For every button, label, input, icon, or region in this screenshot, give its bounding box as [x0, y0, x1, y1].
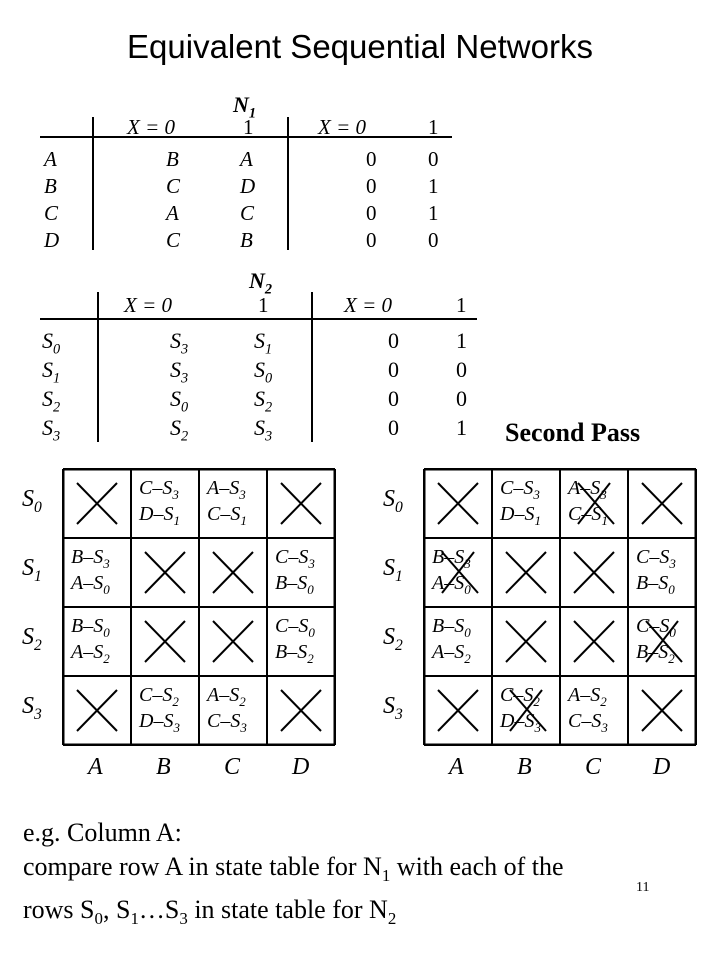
n1-header-x0: X = 0 — [127, 115, 175, 139]
n2-divider-right — [311, 292, 313, 442]
cell-implied-pair: $C-S_3$ — [636, 546, 676, 571]
cell-implied-pair: $A-S_0$ — [432, 572, 471, 597]
n2-header-1: 1 — [258, 293, 269, 317]
n2-state-label: $S_0$ — [42, 328, 61, 358]
cell-implied-pair: $C-S_3$ — [139, 477, 179, 502]
n1-next-x0: C — [166, 228, 181, 252]
n2-next-x1: $S_2$ — [254, 386, 273, 416]
cell-implied-pair: $B-S_2$ — [636, 641, 675, 666]
grid-column-label: C — [224, 754, 241, 780]
explanation-line-1: e.g. Column A: — [23, 818, 182, 847]
n1-out-x1: 1 — [428, 201, 439, 225]
n1-next-x0: C — [166, 174, 181, 198]
n2-out-x1: 0 — [456, 386, 467, 411]
cell-implied-pair: $B-S_0$ — [636, 572, 675, 597]
cell-implied-pair: $B-S_0$ — [71, 615, 110, 640]
n1-state-label: A — [44, 147, 57, 171]
n2-out-x1: 0 — [456, 357, 467, 382]
grid-column-label: C — [585, 754, 602, 780]
n1-next-x0: A — [166, 201, 179, 225]
n2-header-1-out: 1 — [456, 293, 467, 317]
grid-column-label: D — [292, 754, 310, 780]
n2-out-x0: 0 — [388, 386, 399, 411]
n1-state-label: B — [44, 174, 57, 198]
n1-out-x1: 1 — [428, 174, 439, 198]
cell-implied-pair: $B-S_0$ — [432, 615, 471, 640]
grid-column-label: D — [653, 754, 671, 780]
cell-implied-pair: $C-S_2$ — [500, 684, 540, 709]
cell-implied-pair: $A-S_2$ — [432, 641, 471, 666]
n2-state-label: $S_2$ — [42, 386, 61, 416]
n1-header-x0-out: X = 0 — [318, 115, 366, 139]
n1-next-x1: D — [240, 174, 256, 198]
n1-out-x1: 0 — [428, 228, 439, 252]
cell-implied-pair: $A-S_3$ — [207, 477, 246, 502]
n1-header-1-out: 1 — [428, 115, 439, 139]
n1-out-x1: 0 — [428, 147, 439, 171]
cell-implied-pair: $A-S_2$ — [568, 684, 607, 709]
n2-out-x0: 0 — [388, 357, 399, 382]
grid-lines — [62, 468, 336, 746]
n1-divider-left — [92, 117, 94, 250]
grid-column-label: B — [156, 754, 171, 780]
grid-row-label: $S_2$ — [383, 624, 403, 654]
n1-next-x1: C — [240, 201, 255, 225]
cell-implied-pair: $A-S_2$ — [207, 684, 246, 709]
grid-row-label: $S_2$ — [22, 624, 42, 654]
n1-out-x0: 0 — [366, 147, 377, 171]
n2-header-x0: X = 0 — [124, 293, 172, 317]
n1-out-x0: 0 — [366, 174, 377, 198]
cell-implied-pair: $C-S_3$ — [207, 710, 247, 735]
n1-state-label: D — [44, 228, 60, 252]
cell-implied-pair: $A-S_2$ — [71, 641, 110, 666]
n2-divider-left — [97, 292, 99, 442]
cell-implied-pair: $C-S_1$ — [568, 503, 608, 528]
grid-row-label: $S_3$ — [22, 693, 42, 723]
n1-divider-right — [287, 117, 289, 250]
n2-top-rule — [40, 318, 477, 320]
grid-column-label: A — [88, 754, 103, 780]
grid-row-label: $S_0$ — [22, 486, 42, 516]
page-title: Equivalent Sequential Networks — [127, 28, 593, 65]
n1-table-name: $N_1$ — [233, 92, 257, 122]
cell-implied-pair: $C-S_0$ — [636, 615, 676, 640]
cell-implied-pair: $A-S_0$ — [71, 572, 110, 597]
n2-next-x0: $S_3$ — [170, 357, 189, 387]
cell-implied-pair: $A-S_3$ — [568, 477, 607, 502]
n1-out-x0: 0 — [366, 228, 377, 252]
cell-implied-pair: $C-S_2$ — [139, 684, 179, 709]
cell-implied-pair: $D-S_3$ — [139, 710, 180, 735]
n2-state-label: $S_3$ — [42, 415, 61, 445]
slide-number: 11 — [636, 880, 650, 895]
n2-next-x1: $S_0$ — [254, 357, 273, 387]
n2-header-x0-out: X = 0 — [344, 293, 392, 317]
n1-next-x0: B — [166, 147, 179, 171]
n1-next-x1: B — [240, 228, 253, 252]
cell-implied-pair: $C-S_3$ — [275, 546, 315, 571]
n1-state-label: C — [44, 201, 59, 225]
cell-implied-pair: $C-S_3$ — [568, 710, 608, 735]
n2-state-label: $S_1$ — [42, 357, 61, 387]
cell-implied-pair: $B-S_3$ — [432, 546, 471, 571]
cell-implied-pair: $D-S_3$ — [500, 710, 541, 735]
n2-next-x0: $S_0$ — [170, 386, 189, 416]
second-pass-label: Second Pass — [505, 418, 641, 447]
n2-out-x0: 0 — [388, 415, 399, 440]
n2-out-x1: 1 — [456, 415, 467, 440]
grid-row-label: $S_0$ — [383, 486, 403, 516]
grid-row-label: $S_1$ — [383, 555, 403, 585]
n1-out-x0: 0 — [366, 201, 377, 225]
grid-column-label: B — [517, 754, 532, 780]
grid-column-label: A — [449, 754, 464, 780]
explanation-line-2: compare row A in state table for $N_1$ with each of the — [23, 852, 564, 886]
n2-next-x1: $S_3$ — [254, 415, 273, 445]
grid-row-label: $S_1$ — [22, 555, 42, 585]
n1-next-x1: A — [240, 147, 253, 171]
n1-header-1: 1 — [243, 115, 254, 139]
explanation-text — [23, 816, 564, 936]
cell-implied-pair: $D-S_1$ — [500, 503, 541, 528]
n2-out-x1: 1 — [456, 328, 467, 353]
cell-implied-pair: $B-S_3$ — [71, 546, 110, 571]
cell-implied-pair: $B-S_0$ — [275, 572, 314, 597]
cell-implied-pair: $B-S_2$ — [275, 641, 314, 666]
n2-next-x0: $S_2$ — [170, 415, 189, 445]
cell-implied-pair: $D-S_1$ — [139, 503, 180, 528]
cell-implied-pair: $C-S_1$ — [207, 503, 247, 528]
n2-next-x1: $S_1$ — [254, 328, 273, 358]
n2-next-x0: $S_3$ — [170, 328, 189, 358]
n2-table-name: $N_2$ — [249, 268, 273, 298]
explanation-line-3: rows $S_0$, $S_1\dots S_3$ in state table for $N_2$ — [23, 895, 397, 929]
cell-implied-pair: $C-S_3$ — [500, 477, 540, 502]
grid-lines — [423, 468, 697, 746]
cell-implied-pair: $C-S_0$ — [275, 615, 315, 640]
n2-out-x0: 0 — [388, 328, 399, 353]
grid-row-label: $S_3$ — [383, 693, 403, 723]
